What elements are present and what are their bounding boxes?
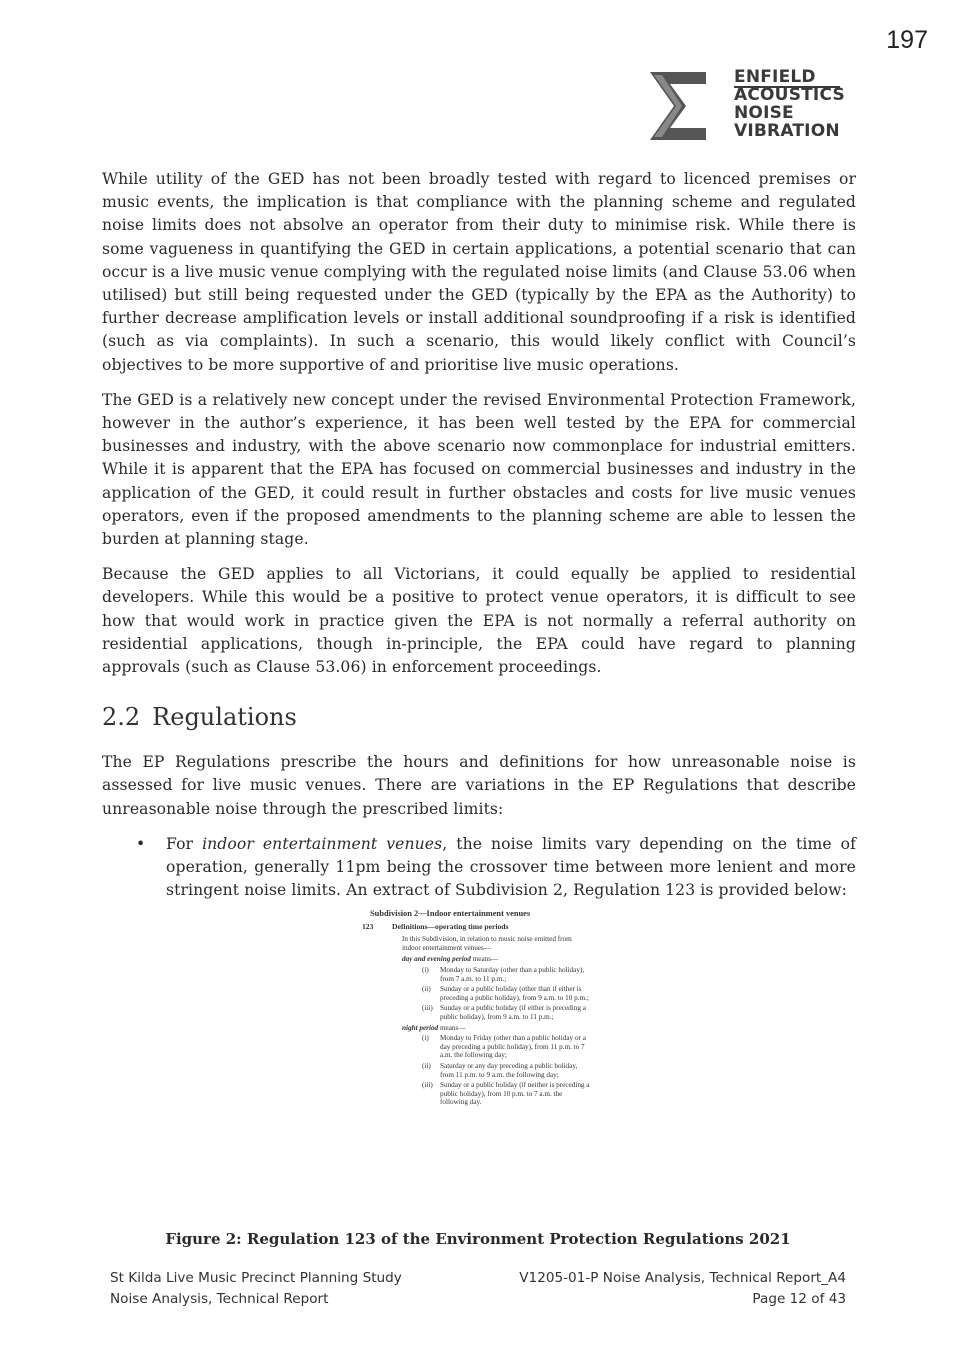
day-term: day and evening period bbox=[402, 955, 471, 964]
list-item bbox=[422, 1034, 602, 1060]
night-term-line bbox=[402, 1024, 602, 1033]
paragraph-ged-utility: While utility of the GED has not been broadly tested with regard to licenced premises or music events, the implication is that compliance with the planning scheme and regulated noise limits does not absolve an operator from their duty to minimise risk. While there is some vagueness in quantifying the GED in certain applications, a potential scenario that can occur is a live music venue complying with the regulated noise limits (and Clause 53.06 when utilised) but still being requested under the GED (typically by the EPA as the Authority) to further decrease amplification levels or install additional soundproofing if a risk is identified (such as via complaints). In such a scenario, this would likely conflict with Council’s objectives to be more supportive of and prioritise live music operations. bbox=[102, 170, 856, 374]
main-content bbox=[102, 168, 856, 914]
regulation-title: Definitions—operating time periods bbox=[392, 921, 509, 931]
list-item bbox=[102, 833, 856, 903]
night-term: night period bbox=[402, 1023, 439, 1032]
section-title: Regulations bbox=[152, 703, 297, 732]
item-text: Monday to Friday (other than a public holiday or a day preceding a public holiday), from 11 p.m. to 7 a.m. the following day; bbox=[440, 1034, 586, 1060]
item-numeral: (iii) bbox=[422, 1004, 433, 1013]
logo-text bbox=[734, 68, 845, 140]
regulation-number: 123 bbox=[362, 921, 374, 931]
logo-line-4: VIBRATION bbox=[734, 121, 840, 141]
bullet-marker: • bbox=[136, 834, 146, 853]
item-numeral: (i) bbox=[422, 1034, 429, 1043]
paragraph-ged-concept: The GED is a relatively new concept under the revised Environmental Protection Framework, however in the author’s experience, it has been well tested by the EPA for commercial businesses and industry, with the above scenario now commonplace for industrial emitters. While it is apparent that the EPA has focused on commercial businesses and industry in the application of the GED, it could result in further obstacles and costs for live music venues operators, even if the proposed amendments to the planning scheme are able to lessen the burden at planning stage. bbox=[102, 390, 856, 549]
item-text: Sunday or a public holiday (if either is preceding a public holiday), from 9 a.m. to 11 p.m.; bbox=[440, 1004, 586, 1021]
paragraph-ged-residential: Because the GED applies to all Victorians, it could equally be applied to residential developers. While this would be a positive to protect venue operators, it is difficult to see how that would work in practice given the EPA is not normally a referral authority on residential applications, though in-principle, the EPA could have regard to planning approvals (such as Clause 53.06) in enforcement proceedings. bbox=[102, 565, 856, 677]
regulation-extract-figure bbox=[362, 910, 602, 1109]
list-item bbox=[422, 1062, 602, 1079]
day-term-line bbox=[402, 955, 602, 964]
item-numeral: (iii) bbox=[422, 1081, 433, 1090]
regulation-heading bbox=[362, 923, 602, 932]
list-item bbox=[422, 966, 602, 983]
item-text: Monday to Saturday (other than a public holiday), from 7 a.m. to 11 p.m.; bbox=[440, 965, 585, 983]
item-text: Sunday or a public holiday (other than if either is preceding a public holiday), from 9 a.m. to 10 p.m.; bbox=[440, 985, 589, 1002]
item-numeral: (ii) bbox=[422, 1061, 431, 1070]
footer-page-count: Page 12 of 43 bbox=[752, 1291, 846, 1307]
bullet-emphasis: indoor entertainment venues bbox=[202, 834, 443, 853]
sigma-logo-icon bbox=[648, 70, 710, 142]
logo-line-2: ACOUSTICS bbox=[734, 85, 845, 105]
bullet-list bbox=[102, 833, 856, 903]
page-number: 197 bbox=[886, 26, 928, 54]
item-text: Saturday or any day preceding a public holiday, from 11 p.m. to 9 a.m. the following day; bbox=[440, 1061, 578, 1079]
footer-study-title: St Kilda Live Music Precinct Planning Study bbox=[110, 1270, 402, 1286]
list-item bbox=[422, 1004, 602, 1021]
item-text: Sunday or a public holiday (if neither is preceding a public holiday), from 10 p.m. to 7 a.m. the following day. bbox=[440, 1081, 590, 1107]
bullet-rest: , the noise limits vary depending on the time of operation, generally 11pm being the crossover time between more lenient and more stringent noise limits. An extract of Subdivision 2, Regulation 123 is provided below: bbox=[166, 834, 856, 900]
item-numeral: (ii) bbox=[422, 985, 431, 994]
company-logo bbox=[648, 68, 848, 148]
footer-document-id: V1205-01-P Noise Analysis, Technical Report_A4 bbox=[519, 1270, 846, 1286]
section-heading bbox=[102, 701, 856, 733]
footer-report-title: Noise Analysis, Technical Report bbox=[110, 1291, 329, 1307]
bullet-lead: For bbox=[166, 834, 203, 853]
bullet-text bbox=[166, 833, 856, 903]
night-means: means— bbox=[438, 1023, 466, 1032]
item-numeral: (i) bbox=[422, 965, 429, 974]
footer-right bbox=[519, 1268, 846, 1310]
figure-caption: Figure 2: Regulation 123 of the Environment Protection Regulations 2021 bbox=[165, 1230, 791, 1248]
regulation-intro: In this Subdivision, in relation to music noise emitted from indoor entertainment venues— bbox=[402, 935, 572, 952]
list-item bbox=[422, 1081, 602, 1107]
subdivision-title: Subdivision 2—Indoor entertainment venues bbox=[370, 909, 531, 918]
logo-line-1: ENFIELD bbox=[734, 67, 816, 87]
day-means: means— bbox=[470, 955, 499, 964]
section-intro: The EP Regulations prescribe the hours and definitions for how unreasonable noise is assessed for live music venues. There are variations in the EP Regulations that describe unreasonable noise through the prescribed limits: bbox=[102, 753, 856, 818]
section-number: 2.2 bbox=[102, 703, 141, 732]
logo-line-3: NOISE bbox=[734, 103, 794, 123]
list-item bbox=[422, 985, 602, 1002]
footer-left bbox=[110, 1268, 402, 1310]
